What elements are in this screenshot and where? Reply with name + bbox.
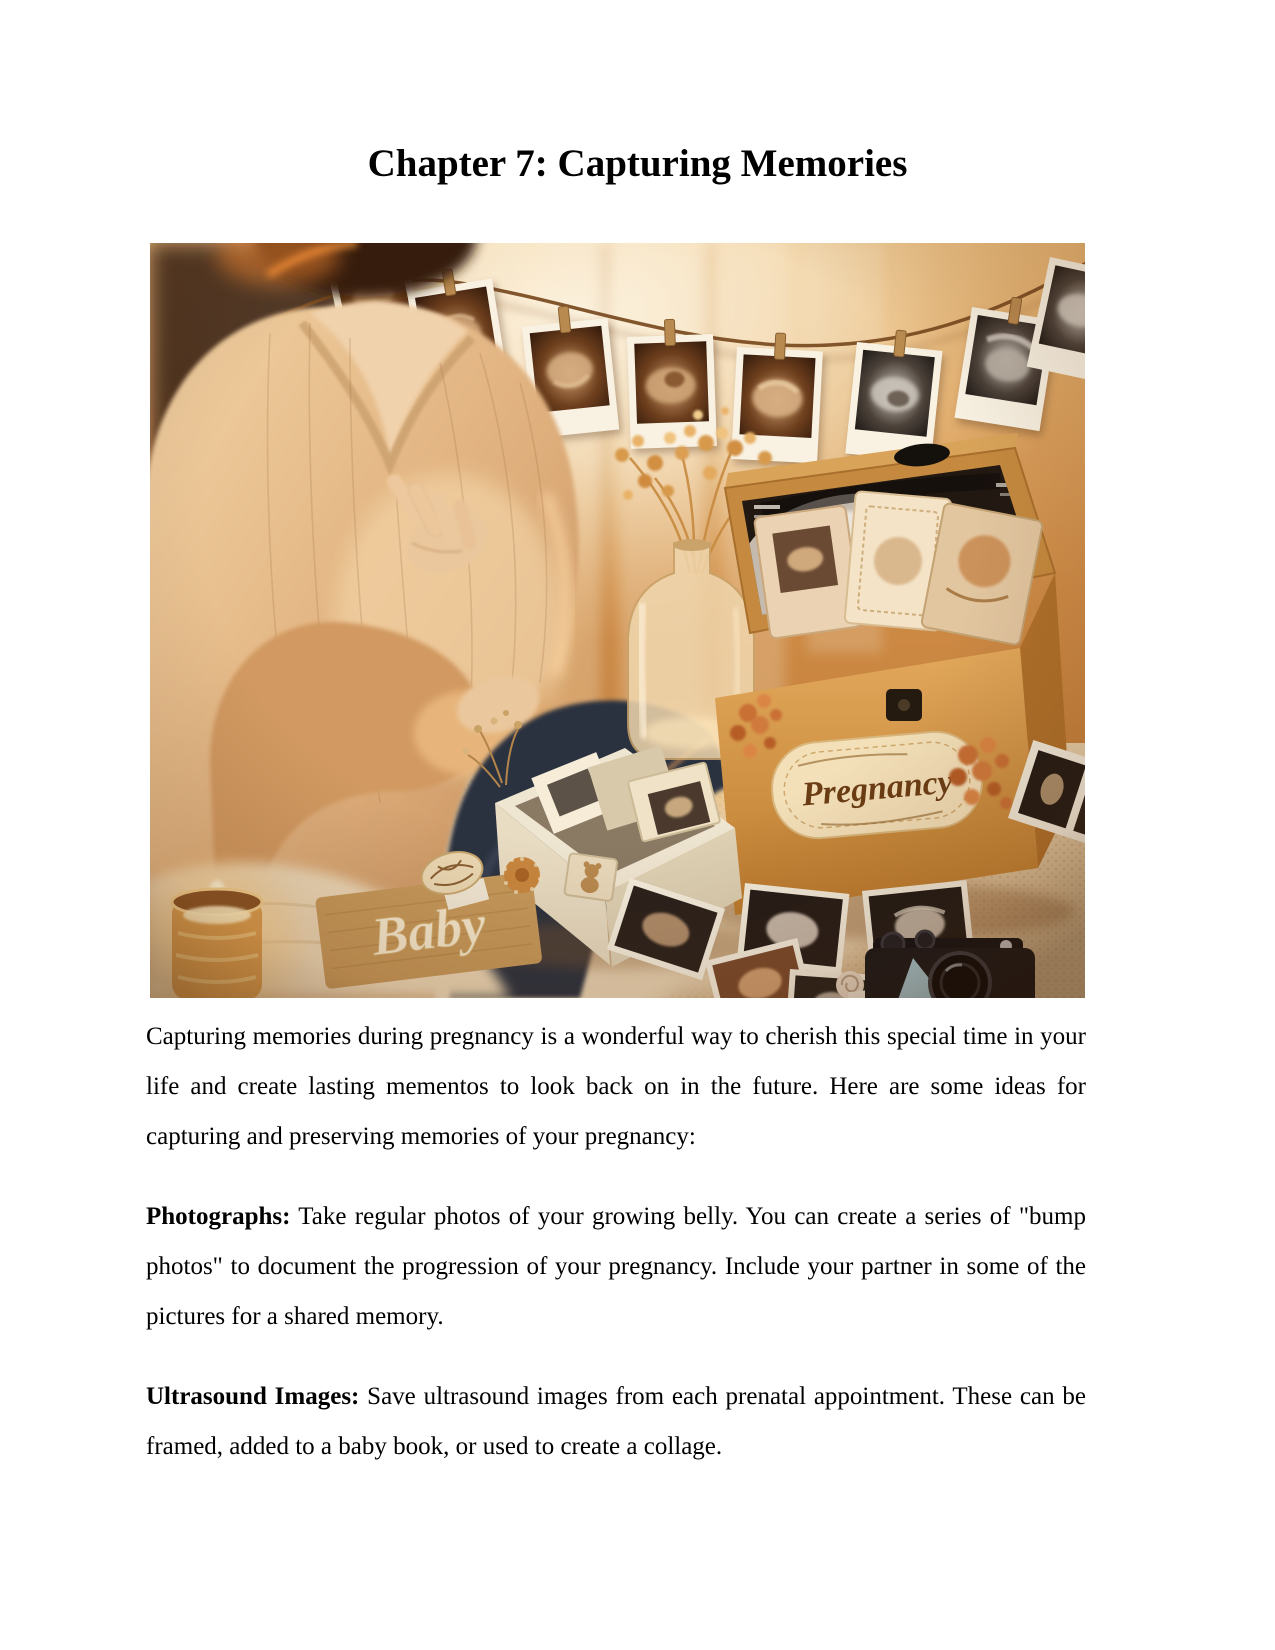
vignette-overlay [150, 243, 1085, 998]
paragraph-lead: Ultrasound Images: [146, 1383, 360, 1410]
paragraph-text: Save ultrasound images from each prenatal appointment. These can be framed, added to a baby book, or used to create a collage. [146, 1383, 1086, 1460]
illustration-svg [150, 243, 1085, 998]
body-paragraph [146, 1372, 1086, 1472]
chapter-title: Chapter 7: Capturing Memories [367, 142, 908, 185]
body-paragraph [146, 1012, 1086, 1162]
paragraph-text: Capturing memories during pregnancy is a wonderful way to cherish this special time in your life and create lasting mementos to look back on in the future. Here are some ideas for capturing and preserving memories of your pregnancy: [146, 1023, 1086, 1150]
chapter-illustration [150, 243, 1085, 998]
body-paragraph [146, 1192, 1086, 1342]
body-text [146, 1012, 1086, 1502]
paragraph-text: Take regular photos of your growing belly. You can create a series of "bump photos" to document the progression of your pregnancy. Include your partner in some of the pictures for a shared memory. [146, 1203, 1086, 1330]
paragraph-lead: Photographs: [146, 1203, 291, 1230]
